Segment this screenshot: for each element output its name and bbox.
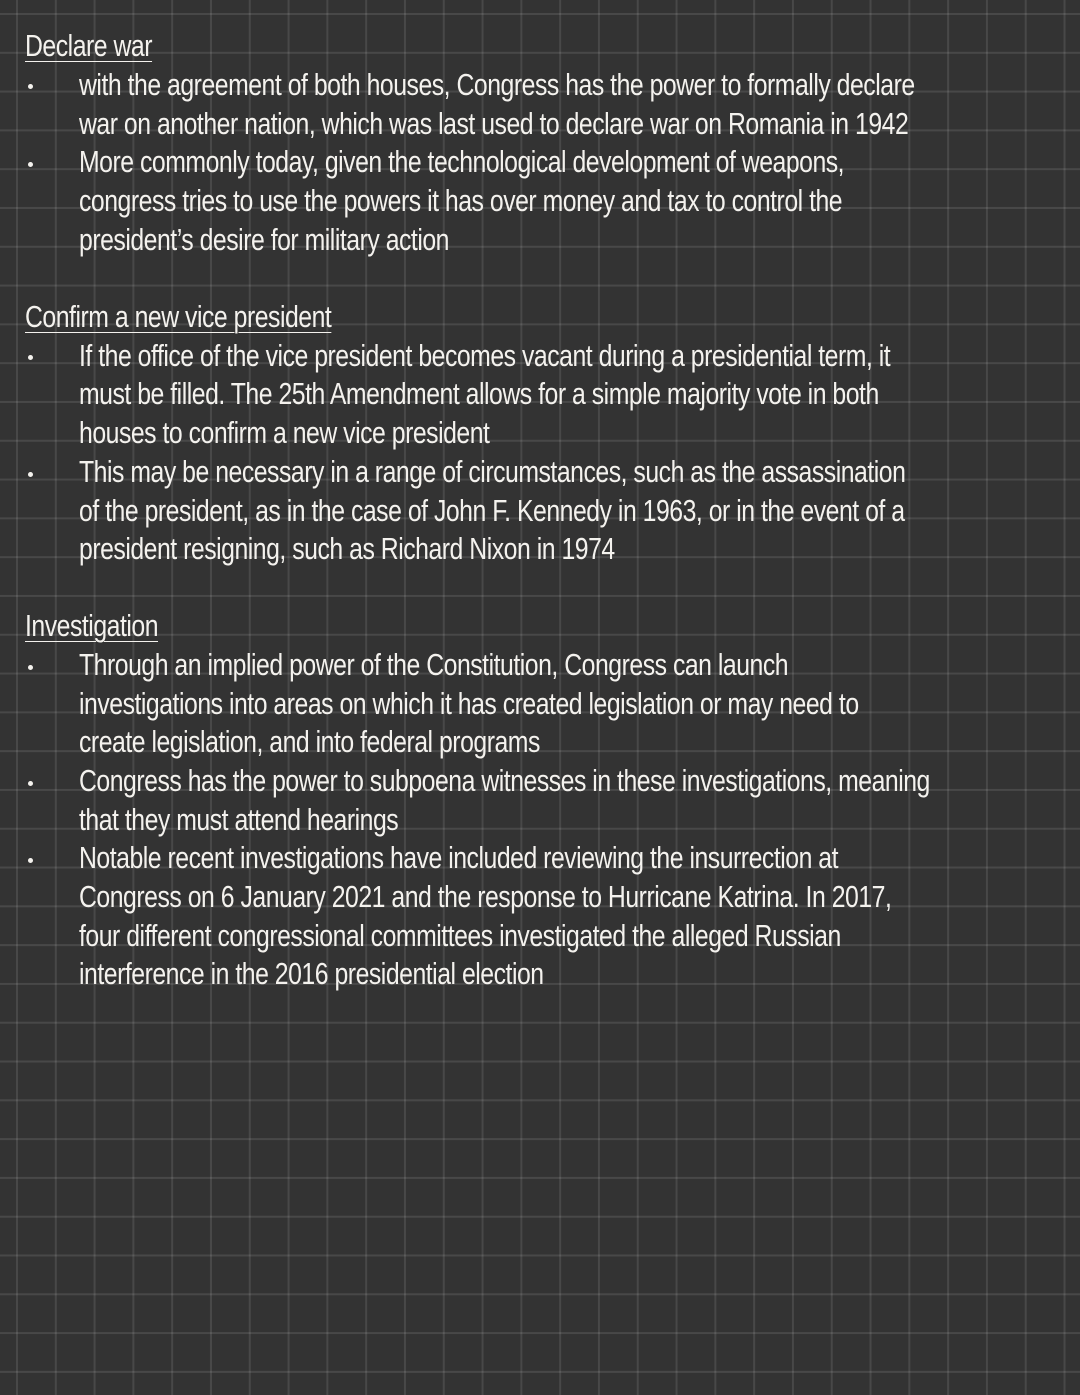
section-heading: Investigation bbox=[25, 608, 159, 643]
bullet-line: four different congressional committees investigated the alleged Russian bbox=[79, 918, 841, 953]
bullet-icon bbox=[28, 781, 33, 786]
bullet-line: Congress has the power to subpoena witnesses in these investigations, meaning bbox=[79, 763, 930, 798]
bullet-line: that they must attend hearings bbox=[79, 802, 399, 837]
bullet-icon bbox=[28, 472, 33, 477]
bullet-line: Congress on 6 January 2021 and the response to Hurricane Katrina. In 2017, bbox=[79, 879, 892, 914]
bullet-line: president resigning, such as Richard Nixon in 1974 bbox=[79, 531, 615, 566]
bullet-line: If the office of the vice president becomes vacant during a presidential term, it bbox=[79, 338, 891, 373]
bullet-line: This may be necessary in a range of circumstances, such as the assassination bbox=[79, 454, 906, 489]
bullet-line: create legislation, and into federal programs bbox=[79, 724, 540, 759]
bullet-line: Notable recent investigations have included reviewing the insurrection at bbox=[79, 840, 839, 875]
section-heading: Declare war bbox=[25, 28, 153, 63]
bullet-line: investigations into areas on which it has created legislation or may need to bbox=[79, 686, 859, 721]
bullet-line: interference in the 2016 presidential election bbox=[79, 956, 544, 991]
bullet-line: Through an implied power of the Constitution, Congress can launch bbox=[79, 647, 789, 682]
bullet-icon bbox=[28, 858, 33, 863]
bullet-line: of the president, as in the case of John F. Kennedy in 1963, or in the event of a bbox=[79, 493, 905, 528]
bullet-icon bbox=[28, 162, 33, 167]
bullet-line: congress tries to use the powers it has over money and tax to control the bbox=[79, 183, 843, 218]
section-heading: Confirm a new vice president bbox=[25, 299, 332, 334]
bullet-line: More commonly today, given the technological development of weapons, bbox=[79, 144, 845, 179]
bullet-line: president’s desire for military action bbox=[79, 222, 449, 257]
bullet-line: houses to confirm a new vice president bbox=[79, 415, 490, 450]
bullet-icon bbox=[28, 84, 33, 89]
bullet-line: must be filled. The 25th Amendment allows for a simple majority vote in both bbox=[79, 376, 879, 411]
bullet-icon bbox=[28, 355, 33, 360]
bullet-icon bbox=[28, 665, 33, 670]
bullet-line: with the agreement of both houses, Congress has the power to formally declare bbox=[79, 67, 915, 102]
bullet-line: war on another nation, which was last used to declare war on Romania in 1942 bbox=[79, 106, 909, 141]
